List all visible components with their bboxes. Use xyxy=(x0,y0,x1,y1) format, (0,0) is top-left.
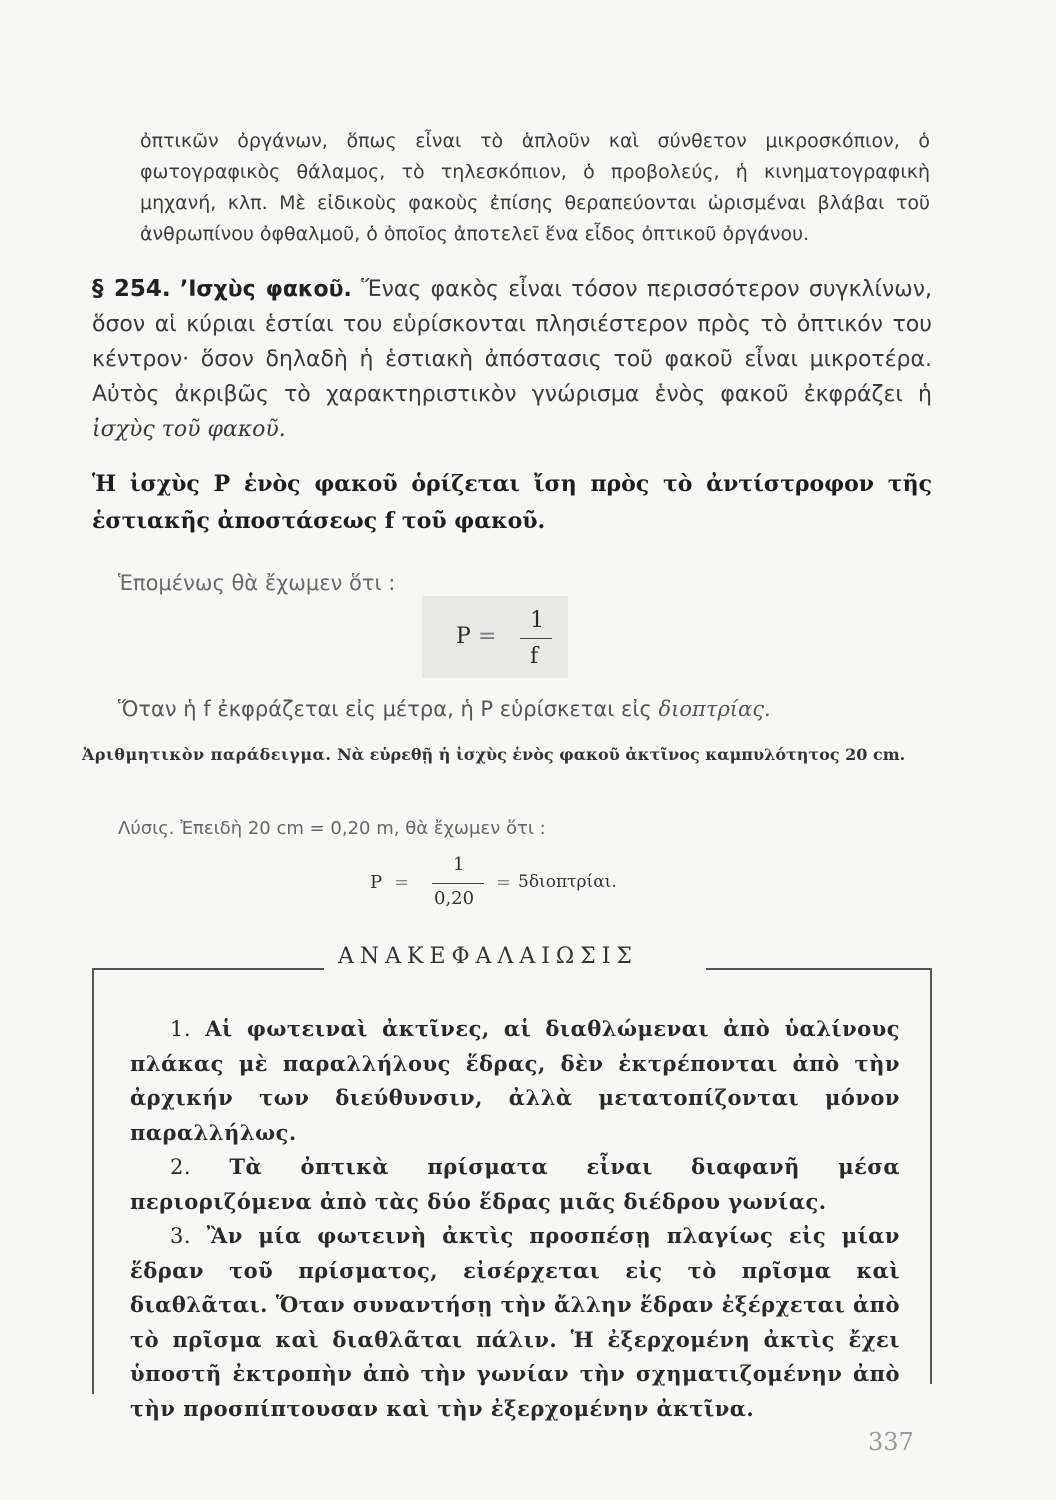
summary-rule-right xyxy=(706,968,932,970)
formula-numerator: 1 xyxy=(530,608,544,633)
power-formula xyxy=(422,596,568,678)
units-note-italic: διοπτρίας. xyxy=(658,697,771,721)
summary-item-number: 2. xyxy=(170,1155,192,1179)
section-title: ’Ισχὺς φακοῦ. xyxy=(179,277,352,302)
summary-box xyxy=(130,1012,900,1426)
calc-fraction-bar xyxy=(432,883,484,884)
section-254 xyxy=(92,272,932,447)
summary-heading: ΑΝΑΚΕΦΑΛΑΙΩΣΙΣ xyxy=(338,944,638,969)
summary-item xyxy=(130,1150,900,1219)
calc-result: 5διοπτρίαι. xyxy=(518,872,617,892)
section-number: § 254. xyxy=(92,276,171,302)
page-number: 337 xyxy=(868,1428,914,1456)
formula-fraction-bar xyxy=(520,638,552,639)
summary-item-number: 1. xyxy=(170,1017,192,1041)
calc-lhs: P xyxy=(370,872,383,893)
solution-formula xyxy=(370,852,690,912)
summary-item-number: 3. xyxy=(170,1224,192,1248)
formula-denominator: f xyxy=(530,644,539,669)
solution-text: Ἐπειδὴ 20 cm = 0,20 m, θὰ ἔχωμεν ὅτι : xyxy=(180,818,546,839)
summary-item xyxy=(130,1219,900,1426)
calc-equals-1: = xyxy=(394,872,410,893)
calc-denominator: 0,20 xyxy=(434,888,475,909)
summary-item-text: Αἱ φωτειναὶ ἀκτῖνες, αἱ διαθλώμεναι ἀπὸ ὑαλίνους πλάκας μὲ παραλλήλους ἕδρας, δὲν ἐκτρέπονται ἀπὸ τὴν ἀρχικήν των διεύθυνσιν, ἀλλὰ μετατοπίζονται μόνον παραλλήλως. xyxy=(130,1016,901,1145)
calc-equals-2: = xyxy=(496,872,512,893)
hence-line: Ἑπομένως θὰ ἔχωμεν ὅτι : xyxy=(118,571,396,595)
solution-line xyxy=(118,818,818,839)
example-question: Νὰ εὑρεθῇ ἡ ἰσχὺς ἑνὸς φακοῦ ἀκτῖνος καμπυλότητος 20 cm. xyxy=(337,745,906,764)
definition-paragraph: Ἡ ἰσχὺς P ἑνὸς φακοῦ ὁρίζεται ἴση πρὸς τὸ ἀντίστροφον τῆς ἑστιακῆς ἀποστάσεως f τοῦ φακοῦ. xyxy=(92,471,932,534)
formula-equals: = xyxy=(478,624,497,649)
summary-item xyxy=(130,1012,900,1150)
units-note-text: Ὅταν ἡ f ἐκφράζεται εἰς μέτρα, ἡ P εὑρίσκεται εἰς xyxy=(118,697,652,721)
calc-numerator: 1 xyxy=(453,854,465,875)
summary-rule-left xyxy=(92,968,324,970)
formula-lhs: P xyxy=(456,624,471,649)
summary-item-text: Ἂν μία φωτεινὴ ἀκτὶς προσπέσῃ πλαγίως εἰς μίαν ἕδραν τοῦ πρίσματος, εἰσέρχεται εἰς τὸ πρῖσμα καὶ διαθλᾶται. Ὅταν συναντήσῃ τὴν ἄλλην ἕδραν ἐξέρχεται ἀπὸ τὸ πρῖσμα καὶ διαθλᾶται πάλιν. Ἡ ἐξερχομένη ἀκτὶς ἔχει ὑποστῆ ἐκτροπὴν ἀπὸ τὴν γωνίαν τὴν σχηματιζομένην ἀπὸ τὴν προσπίπτουσαν καὶ τὴν ἐξερχομένην ἀκτῖνα. xyxy=(130,1223,901,1421)
intro-paragraph: ὀπτικῶν ὀργάνων, ὅπως εἶναι τὸ ἁπλοῦν καὶ σύνθετον μικροσκόπιον, ὁ φωτογραφικὸς θάλαμος, τὸ τηλεσκόπιον, ὁ προβολεύς, ἡ κινηματογραφικὴ μηχανή, κλπ. Μὲ εἰδικοὺς φακοὺς ἐπίσης θεραπεύονται ὡρισμέναι βλάβαι τοῦ ἀνθρωπίνου ὀφθαλμοῦ, ὁ ὁποῖος ἀποτελεῖ ἕνα εἶδος ὀπτικοῦ ὀργάνου. xyxy=(140,130,930,245)
summary-item-text: Τὰ ὀπτικὰ πρίσματα εἶναι διαφανῆ μέσα περιοριζόμενα ἀπὸ τὰς δύο ἕδρας μιᾶς διέδρου γωνίας. xyxy=(130,1154,900,1214)
summary-border-right xyxy=(930,969,932,1384)
units-note xyxy=(118,697,938,721)
solution-label: Λύσις. xyxy=(118,818,175,839)
section-italic-term: ἰσχὺς τοῦ φακοῦ. xyxy=(92,417,286,442)
example-label: Ἀριθμητικὸν παράδειγμα. xyxy=(82,745,332,764)
numerical-example xyxy=(82,738,937,771)
summary-border-left xyxy=(92,969,94,1394)
section-text: Ἕνας φακὸς εἶναι τόσον περισσότερον συγκλίνων, ὅσον αἱ κύριαι ἑστίαι του εὑρίσκονται πλησιέστερον πρὸς τὸ ὀπτικόν του κέντρον· ὅσον δηλαδὴ ἡ ἑστιακὴ ἀπόστασις τοῦ φακοῦ εἶναι μικροτέρα. Αὐτὸς ἀκριβῶς τὸ χαρακτηριστικὸν γνώρισμα ἑνὸς φακοῦ ἐκφράζει ἡ xyxy=(92,277,932,407)
